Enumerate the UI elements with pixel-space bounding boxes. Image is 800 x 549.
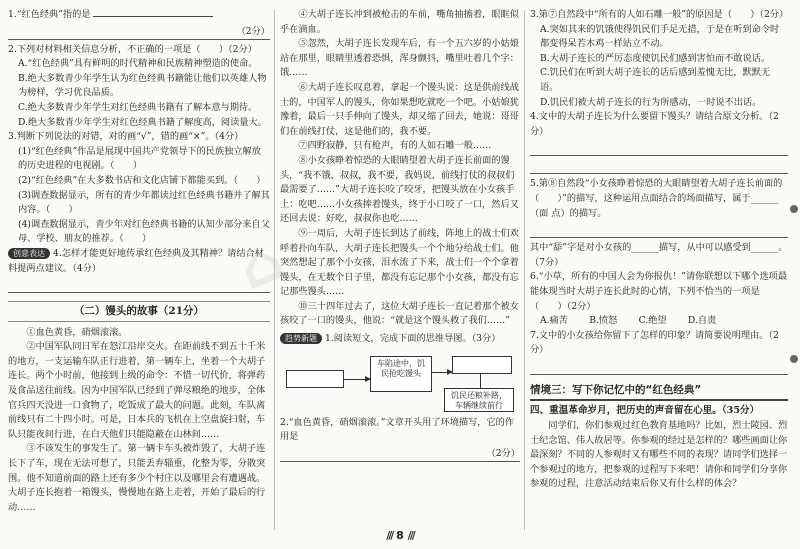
question-2: 2.下列对材料相关信息分析，不正确的一项是（ ）（2分） xyxy=(8,43,257,55)
writing-prompt: 同学们，你们参观过红色教育基地吗？比如，烈士陵园、烈士纪念馆、伟人故居等。你参观的经过是怎样的？哪些画面让你最深刻？不同的人参观时又有哪些不同的表现？请同学们选择一个参观过的地方，把参观的过程写下来吧！请你和同学们分享你参观的过程，注意活动结束后你又有什么样的体会？ xyxy=(530,420,788,490)
question-3-item-3: (3)调查数据显示，所有的青少年都读过红色经典书籍并了解其内容。（ ） xyxy=(18,189,270,216)
arrow-icon xyxy=(344,379,370,380)
reading-question-1-text: 1.阅读短文，完成下面的思维导图。（3分） xyxy=(325,333,501,345)
answer-line[interactable] xyxy=(8,278,270,293)
question-4 xyxy=(8,247,270,276)
creative-expression-badge: 创意表达 xyxy=(8,248,50,259)
mind-map-box-1: 车陷途中，饥民抢吃馒头 xyxy=(370,356,432,392)
column-middle xyxy=(280,8,520,465)
story-paragraph-2: ②中国军队同日军在怒江沿岸交火。在距前线不到五十千米的地方，一支运输车队正行进着，第一辆车上，坐着一个大胡子连长。两个小时前，他接到上级的命令：不惜一切代价，将弹药及食品送往前线。因为中国军队已经到了弹尽粮绝的地步，全体官兵四天没进一口食物了，吃饭成了最大的问题。此刻，车队离前线只有二十四小时。可是，日本兵的飞机在上空盘旋扫射，车队只能夜间行进，在白天他们只能隐蔽在山林间…… xyxy=(8,341,266,440)
story-paragraph-8: ⑧小女孩睁着惊恐的大眼睛望着大胡子连长前面的馒头，“我不饿，叔叔，我不要，我妈说，前线打仗的叔叔们最需要了……”大胡子连长咬了咬牙，把馒头放在小女孩手上：吃吧……小女孩捧着馒头，终于小口咬了一口，然后又还回去说：好吃，叔叔你也吃…… xyxy=(280,154,519,225)
binding-hole-icon xyxy=(790,205,798,213)
story-paragraph-4: ④大胡子连长冲到被枪击的车前，嘴角抽搐着，眼眶似乎在滴血。 xyxy=(280,9,519,35)
column-divider xyxy=(274,10,275,530)
question-2-option-b: B.绝大多数青少年学生认为红色经典书籍能让他们以英雄人物为榜样，学习优良品质。 xyxy=(18,72,267,99)
trend-question-badge: 趋势新题 xyxy=(280,333,322,344)
binding-hole-icon xyxy=(790,355,798,363)
reading-question-3: 3.第⑦自然段中“所有的人如石雕一般”的原因是（ ）（2分） xyxy=(530,9,789,20)
section-3-title: 情境三：写下你记忆中的“红色经典” xyxy=(530,383,788,402)
reading-question-2: 2.“血色黄昏，硝烟滚滚。”文章开头用了环境描写，它的作用是 xyxy=(280,416,515,443)
reading-question-4: 4.文中的大胡子连长为什么要留下馒头？请结合原文分析。（2分） xyxy=(530,111,779,137)
section-2-title: （二）馒头的故事（21分） xyxy=(8,301,270,322)
story-paragraph-9: ⑨一周后，大胡子连长到达了前线，阵地上的战士们欢呼着扑向车队，大胡子连长把馒头一个个地分给战士们。他突然想起了那个小女孩，泪水流了下来，战士们一个个拿着馒头，在无数个日子里，都没有忘记那个小女孩，都没有忘记那些馒头…… xyxy=(280,227,519,298)
story-paragraph-1: ①血色黄昏，硝烟滚滚。 xyxy=(26,326,128,338)
footer-decoration-icon: /// xyxy=(407,529,414,542)
column-right xyxy=(530,8,788,492)
answer-blank[interactable] xyxy=(93,16,213,17)
column-divider xyxy=(524,10,525,530)
story-paragraph-10: ⑩三十四年过去了，这位大胡子连长一直记着那个被女孩咬了一口的馒头，他说：“就是这个馒头救了我们……” xyxy=(280,300,519,327)
page-footer xyxy=(0,529,800,542)
reading-question-7: 7.文中的小女孩给你留下了怎样的印象？请简要说明理由。（2分） xyxy=(530,329,779,356)
watermark: ⌂ xyxy=(228,224,293,304)
reading-question-6-options xyxy=(530,314,788,329)
footer-decoration-icon: /// xyxy=(386,529,393,542)
score-label: （2分） xyxy=(486,447,520,459)
mind-map xyxy=(280,350,520,414)
question-4-text: 4.怎样才能更好地传承红色经典及其精神？请结合材料提两点建议。（4分） xyxy=(8,247,264,274)
answer-line[interactable] xyxy=(530,223,788,238)
arrow-icon xyxy=(432,372,452,373)
reading-question-6: 6.“小草，所有的中国人会为你报仇！”请你联想以下哪个选项最能体现当时大胡子连长此时的心情，下列不恰当的一项是（ ）（2分） xyxy=(530,271,788,312)
reading-question-6-option-d: D.自责 xyxy=(687,315,717,327)
story-paragraph-3: ③不该发生的事发生了。第一辆卡车头被炸毁了，大胡子连长下了车，现在无法可想了，只能丢弃辎重，化整为零，分散突围。他不知道前面的路上还有多少个村庄以及哪里会有遭遇战。大胡子连长抱着一箱馒头，慢慢地在路上走着，开始了最后的行动…… xyxy=(8,443,266,513)
answer-line[interactable] xyxy=(530,360,788,375)
reading-question-3-option-a: A.突如其来的饥饿使得饥民们手足无措，于是在听到命令时都变得呆若木鸡一样站立不动。 xyxy=(540,23,780,50)
question-1 xyxy=(8,8,270,23)
score-label: （2分） xyxy=(236,25,270,37)
connector-line xyxy=(480,374,481,388)
section-3-subtitle: 四、重温革命岁月，把历史的声音留在心里。（35分） xyxy=(530,405,760,417)
answer-line[interactable] xyxy=(530,159,788,174)
reading-question-5-part-b: 其中“舔”字是对小女孩的______描写，从中可以感受到______。（7分） xyxy=(530,242,788,268)
answer-line[interactable] xyxy=(8,25,270,40)
reading-question-5: 5.第⑧自然段“小女孩睁着惊恐的大眼睛望着大胡子连长前面的（ ）”的描写，这种运用点面结合的场面描写，属于______（面 点）的描写。 xyxy=(530,178,783,219)
reading-question-6-option-a: A.痛苦 xyxy=(540,315,568,327)
question-2-option-c: C.绝大多数青少年学生对红色经典书籍有了解本意与期待。 xyxy=(18,101,258,113)
question-2-option-a: A.“红色经典”具有鲜明的时代精神和民族精神塑造的使命。 xyxy=(18,58,258,70)
question-3-item-4: (4)调查数据显示，青少年对红色经典书籍的认知少部分来自父母、学校、朋友的推荐。（ ） xyxy=(18,218,270,245)
story-paragraph-6: ⑥大胡子连长叹息着，拿起一个馒头说：这是供前线战士的，中国军人的馒头，你如果想吃就吃一个吧。小姑娘犹豫着，最后一只手伸向了馒头，却又缩了回去，她说：哥哥们在前线打仗，这是他们的，我不要。 xyxy=(280,81,519,137)
question-3: 3.判断下列说法的对错，对的画“√”，错的画“×”。（4分） xyxy=(8,131,244,143)
mind-map-box-2: 饥民还粮补路，车辆继续前行 xyxy=(444,388,514,412)
column-left xyxy=(8,8,270,515)
reading-question-6-option-b: B.愤怒 xyxy=(589,315,618,327)
mind-map-blank-1[interactable] xyxy=(286,370,344,388)
page-number: 8 xyxy=(396,529,404,542)
mind-map-blank-2[interactable] xyxy=(452,356,512,374)
question-3-item-2: (2)“红色经典”在大多数书店和文化店铺下都能买到。（ ） xyxy=(18,174,266,186)
story-paragraph-7: ⑦四野寂静，只有枪声，有的人如石雕一般…… xyxy=(298,140,492,152)
answer-line[interactable] xyxy=(280,447,520,462)
question-3-item-1: (1)“红色经典”作品是展现中国共产党领导下的民族独立解放的历史进程的电视剧。（ ） xyxy=(18,145,261,172)
question-1-text: 1.“红色经典”指的是 xyxy=(8,9,91,20)
story-paragraph-5: ⑤忽然，大胡子连长发现车后，有一个五六岁的小姑娘站在那里，眼睛里透着恐惧，浑身颤抖，嘴里吐着几个字：饿…… xyxy=(280,38,519,79)
reading-question-3-option-d: D.饥民们被大胡子连长的行为所感动，一时说不出话。 xyxy=(540,96,762,108)
reading-question-6-option-c: C.绝望 xyxy=(638,315,667,327)
answer-line[interactable] xyxy=(530,141,788,156)
reading-question-3-option-b: B.大胡子连长的严厉态度使饥民们感到害怕而不敢说话。 xyxy=(540,52,771,64)
question-2-option-d: D.绝大多数青少年学生对红色经典书籍了解度高，阅读量大。 xyxy=(18,116,267,128)
reading-question-1 xyxy=(280,332,520,347)
reading-question-3-option-c: C.饥民们在听到大胡子连长的话后感到羞愧无比，默默无语。 xyxy=(540,67,771,93)
